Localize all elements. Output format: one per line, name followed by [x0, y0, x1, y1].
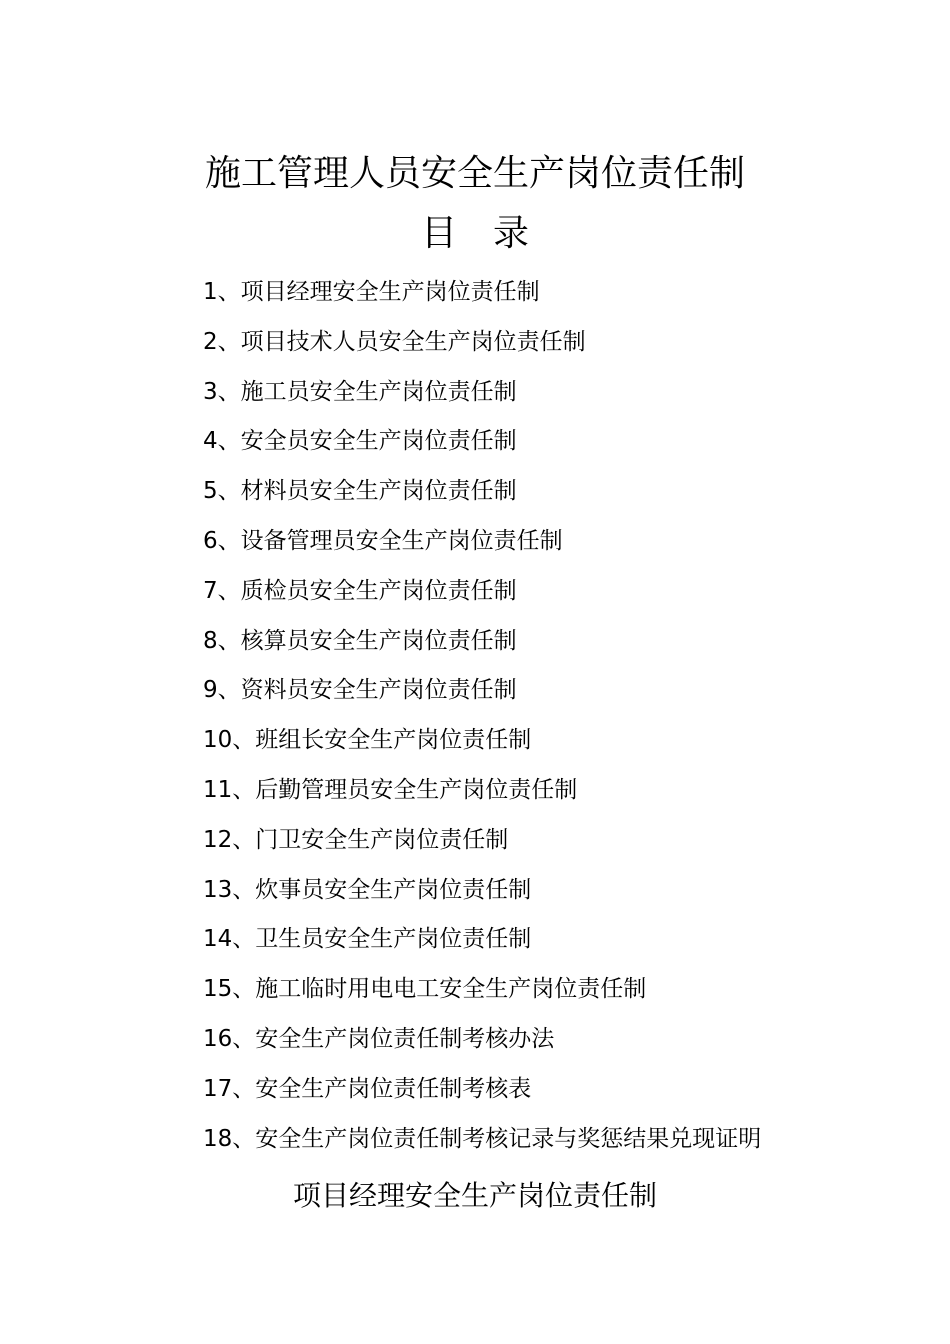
toc-item: 13、炊事员安全生产岗位责任制: [203, 876, 532, 903]
toc-item: 4、安全员安全生产岗位责任制: [203, 428, 517, 455]
toc-item: 6、设备管理员安全生产岗位责任制: [203, 527, 563, 554]
toc-item: 10、班组长安全生产岗位责任制: [203, 727, 532, 754]
toc-item: 3、施工员安全生产岗位责任制: [203, 378, 517, 405]
document-title: 施工管理人员安全生产岗位责任制: [204, 153, 745, 194]
section-title: 项目经理安全生产岗位责任制: [292, 1179, 657, 1212]
toc-item: 15、施工临时用电电工安全生产岗位责任制: [203, 976, 647, 1003]
toc-item: 14、卫生员安全生产岗位责任制: [203, 926, 532, 953]
toc-heading: 目 录: [420, 213, 529, 254]
table-of-contents: [203, 272, 761, 1168]
toc-item: 16、安全生产岗位责任制考核办法: [203, 1025, 555, 1052]
toc-item: 2、项目技术人员安全生产岗位责任制: [203, 328, 586, 355]
toc-item: 7、质检员安全生产岗位责任制: [203, 577, 517, 604]
toc-item: 5、材料员安全生产岗位责任制: [203, 478, 517, 505]
toc-item: 11、后勤管理员安全生产岗位责任制: [203, 776, 578, 803]
toc-item: 12、门卫安全生产岗位责任制: [203, 826, 509, 853]
toc-item: 9、资料员安全生产岗位责任制: [203, 677, 517, 704]
toc-item: 8、核算员安全生产岗位责任制: [203, 627, 517, 654]
toc-item: 1、项目经理安全生产岗位责任制: [203, 279, 540, 305]
toc-item: 17、安全生产岗位责任制考核表: [203, 1075, 532, 1102]
toc-item: 18、安全生产岗位责任制考核记录与奖惩结果兑现证明: [203, 1125, 762, 1152]
